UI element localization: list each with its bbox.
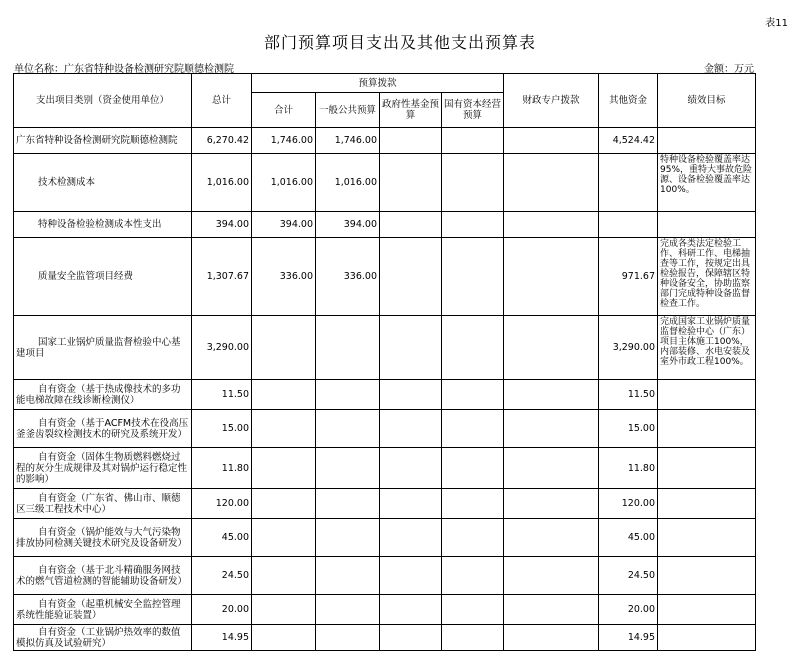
row-general: 1,016.00 [316,154,380,212]
row-subtotal [252,316,316,380]
row-state-capital [442,557,504,595]
row-fiscal-special [504,154,599,212]
row-gov-fund [380,238,442,316]
row-total: 6,270.42 [192,128,252,154]
table-row [14,625,756,651]
unit-name: 单位名称：广东省特种设备检测研究院顺德检测院 [14,64,234,75]
header-total: 总计 [192,74,252,128]
header-state-capital: 国有资本经营预算 [442,93,504,128]
table-row [14,316,756,380]
row-gov-fund [380,212,442,238]
header-other-funds: 其他资金 [599,74,658,128]
row-other: 120.00 [599,489,658,519]
row-other: 24.50 [599,557,658,595]
row-performance [658,128,756,154]
row-fiscal-special [504,128,599,154]
header-subtotal: 合计 [252,93,316,128]
row-subtotal [252,625,316,651]
row-fiscal-special [504,595,599,625]
row-performance [658,557,756,595]
row-subtotal: 336.00 [252,238,316,316]
row-performance: 完成国家工业锅炉质量监督检验中心（广东）项目主体施工100%，内部装修、水电安装及室外市政工程100%。 [658,316,756,380]
row-gov-fund [380,128,442,154]
row-other: 11.50 [599,380,658,410]
row-total: 15.00 [192,410,252,448]
row-name: 自有资金（锅炉能效与大气污染物排放协同检测关键技术研究及设备研发） [14,519,192,557]
row-gov-fund [380,410,442,448]
row-general [316,448,380,489]
row-gov-fund [380,489,442,519]
row-performance [658,489,756,519]
row-gov-fund [380,557,442,595]
row-state-capital [442,316,504,380]
row-total: 120.00 [192,489,252,519]
table-row [14,519,756,557]
row-subtotal: 1,746.00 [252,128,316,154]
header-fiscal-special: 财政专户拨款 [504,74,599,128]
row-fiscal-special [504,238,599,316]
amount-unit: 金额：万元 [704,64,754,75]
table-row [14,448,756,489]
row-total: 24.50 [192,557,252,595]
table-row [14,238,756,316]
row-total: 3,290.00 [192,316,252,380]
row-other: 11.80 [599,448,658,489]
row-gov-fund [380,625,442,651]
row-total: 394.00 [192,212,252,238]
row-gov-fund [380,448,442,489]
header-performance: 绩效目标 [658,74,756,128]
row-fiscal-special [504,557,599,595]
row-gov-fund [380,316,442,380]
row-other: 15.00 [599,410,658,448]
row-total: 1,307.67 [192,238,252,316]
row-general: 336.00 [316,238,380,316]
row-other [599,212,658,238]
row-general [316,519,380,557]
row-general [316,410,380,448]
row-subtotal [252,448,316,489]
budget-table [13,73,756,651]
row-state-capital [442,238,504,316]
row-name: 自有资金（固体生物质燃料燃烧过程的灰分生成规律及其对锅炉运行稳定性的影响） [14,448,192,489]
row-general [316,557,380,595]
table-row [14,489,756,519]
row-fiscal-special [504,316,599,380]
row-state-capital [442,154,504,212]
row-fiscal-special [504,448,599,489]
row-state-capital [442,519,504,557]
row-other: 20.00 [599,595,658,625]
row-subtotal [252,380,316,410]
row-fiscal-special [504,489,599,519]
row-state-capital [442,448,504,489]
row-state-capital [442,212,504,238]
row-gov-fund [380,595,442,625]
row-total: 1,016.00 [192,154,252,212]
row-subtotal [252,557,316,595]
row-performance [658,625,756,651]
row-performance [658,595,756,625]
row-general [316,380,380,410]
row-name: 自有资金（基于ACFM技术在役高压釜釜齿裂纹检测技术的研究及系统开发） [14,410,192,448]
row-gov-fund [380,519,442,557]
page-title: 部门预算项目支出及其他支出预算表 [263,33,536,52]
row-gov-fund [380,154,442,212]
row-performance [658,380,756,410]
row-other [599,154,658,212]
row-subtotal [252,595,316,625]
row-fiscal-special [504,410,599,448]
row-total: 20.00 [192,595,252,625]
row-fiscal-special [504,380,599,410]
row-name: 自有资金（基于热成像技术的多功能电梯故障在线诊断检测仪） [14,380,192,410]
row-total: 11.80 [192,448,252,489]
row-state-capital [442,595,504,625]
row-name: 自有资金（基于北斗精确服务网技术的燃气管道检测的智能辅助设备研发） [14,557,192,595]
table-row [14,410,756,448]
row-performance [658,519,756,557]
row-other: 14.95 [599,625,658,651]
table-row [14,595,756,625]
table-number: 表11 [765,18,788,29]
header-category: 支出项目类别（资金使用单位） [14,74,192,128]
row-other: 45.00 [599,519,658,557]
row-other: 3,290.00 [599,316,658,380]
row-fiscal-special [504,625,599,651]
row-name: 广东省特种设备检测研究院顺德检测院 [14,128,192,154]
row-name: 自有资金（广东省、佛山市、顺德区三级工程技术中心） [14,489,192,519]
row-general [316,595,380,625]
row-performance: 特种设备检验覆盖率达95%，重特大事故危险源、设备检验覆盖率达100%。 [658,154,756,212]
row-state-capital [442,489,504,519]
header-gov-fund: 政府性基金预算 [380,93,442,128]
row-state-capital [442,128,504,154]
row-general: 394.00 [316,212,380,238]
row-subtotal [252,489,316,519]
row-name: 自有资金（工业锅炉热效率的数值模拟仿真及试验研究） [14,625,192,651]
row-name: 技术检测成本 [14,154,192,212]
row-performance [658,448,756,489]
row-general [316,489,380,519]
row-name: 国家工业锅炉质量监督检验中心基建项目 [14,316,192,380]
row-performance: 完成各类法定检验工作、科研工作、电梯抽查等工作，按规定出具检验报告，保障辖区特种设备安全，协助监察部门完成特种设备监督检查工作。 [658,238,756,316]
table-row [14,212,756,238]
row-fiscal-special [504,212,599,238]
row-name: 质量安全监管项目经费 [14,238,192,316]
row-subtotal: 1,016.00 [252,154,316,212]
row-general [316,625,380,651]
table-row [14,154,756,212]
row-other: 971.67 [599,238,658,316]
row-fiscal-special [504,519,599,557]
row-subtotal [252,410,316,448]
row-performance [658,212,756,238]
row-name: 特种设备检验检测成本性支出 [14,212,192,238]
table-row [14,128,756,154]
table-row [14,380,756,410]
row-total: 14.95 [192,625,252,651]
row-state-capital [442,625,504,651]
row-subtotal [252,519,316,557]
row-other: 4,524.42 [599,128,658,154]
row-total: 11.50 [192,380,252,410]
row-general: 1,746.00 [316,128,380,154]
row-state-capital [442,410,504,448]
row-state-capital [442,380,504,410]
row-name: 自有资金（起重机械安全监控管理系统性能验证装置） [14,595,192,625]
row-general [316,316,380,380]
row-total: 45.00 [192,519,252,557]
row-subtotal: 394.00 [252,212,316,238]
table-row [14,557,756,595]
row-gov-fund [380,380,442,410]
header-budget-alloc: 预算拨款 [252,74,504,93]
header-general-public: 一般公共预算 [316,93,380,128]
row-performance [658,410,756,448]
